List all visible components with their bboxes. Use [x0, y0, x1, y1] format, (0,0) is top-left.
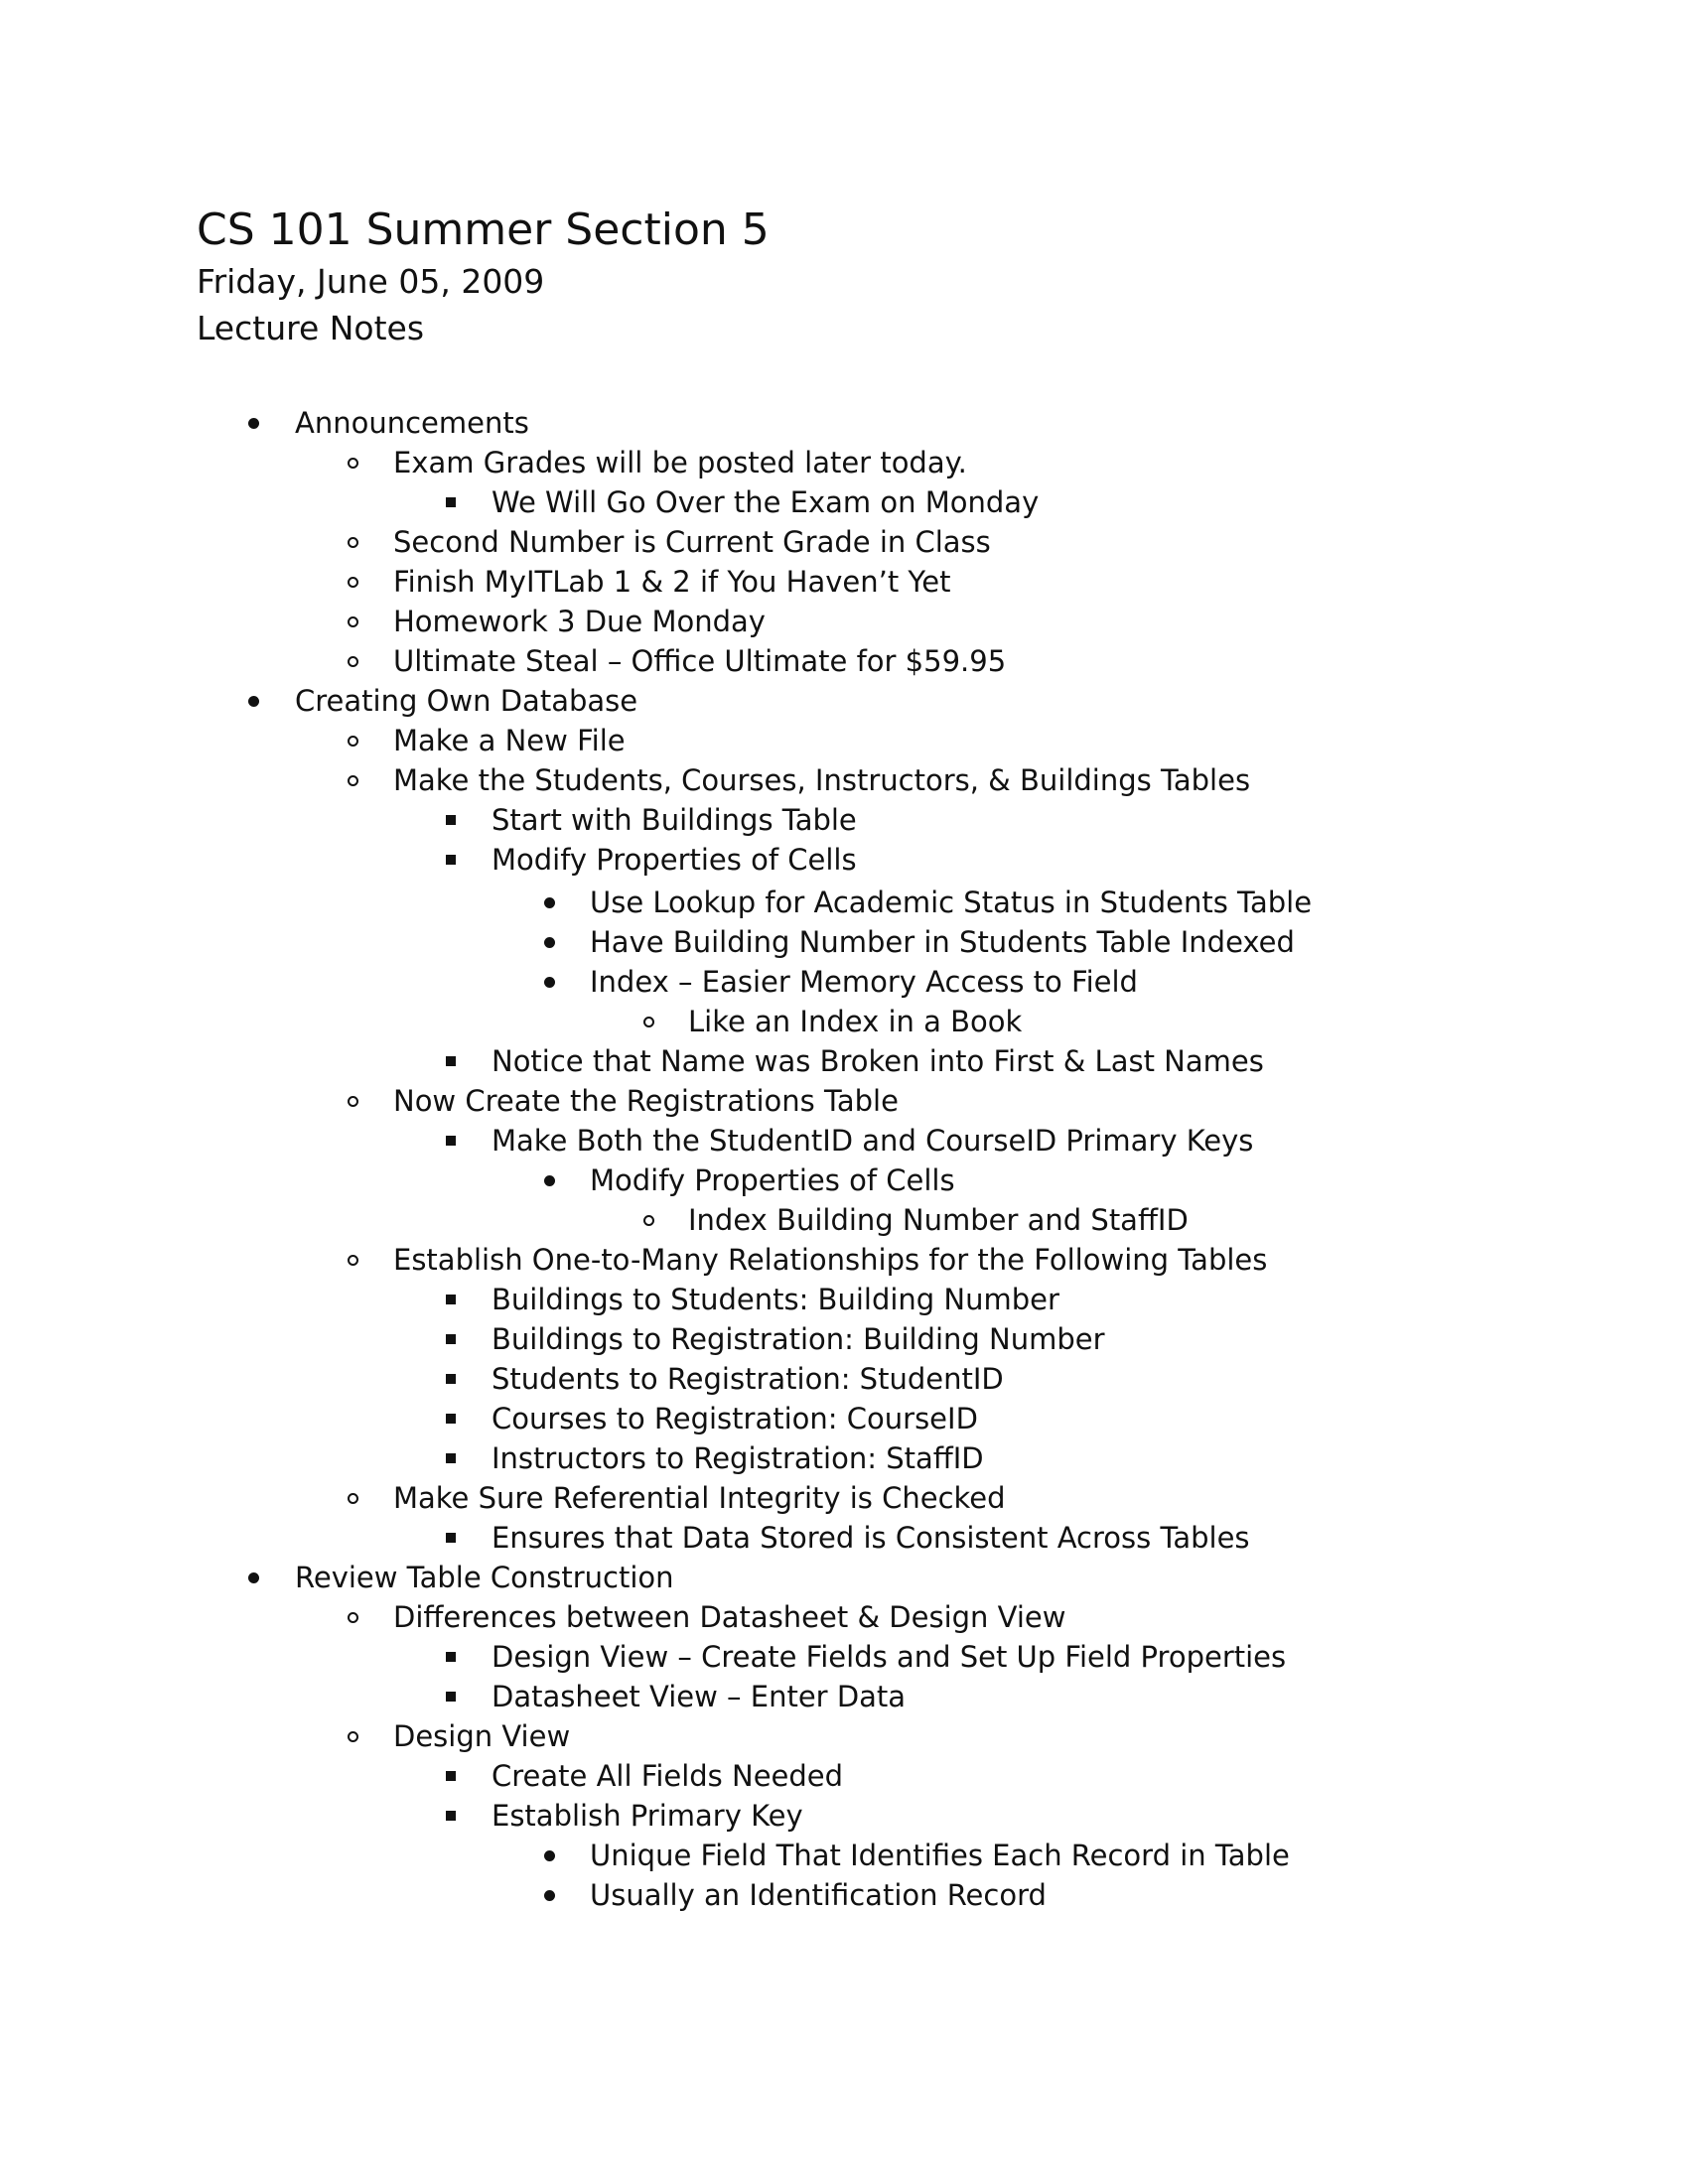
square-bullet-icon: [436, 1280, 466, 1319]
square-bullet-icon: [436, 1518, 466, 1558]
outline-sub-sub-item: [0, 1319, 1688, 1359]
circle-bullet-icon: [338, 443, 367, 482]
outline-item-text: Like an Index in a Book: [688, 1005, 1023, 1038]
outline-sub-detail-item: [0, 1002, 1688, 1041]
disc-bullet-icon: [238, 681, 268, 721]
lecture-date: Friday, June 05, 2009: [197, 262, 545, 301]
outline-sub-item: [0, 760, 1688, 800]
outline-detail-item: [0, 883, 1688, 922]
outline-sub-item: [0, 522, 1688, 562]
outline-item-text: Design View: [393, 1719, 571, 1753]
circle-bullet-icon: [338, 721, 367, 760]
outline-sub-sub-item: [0, 1280, 1688, 1319]
outline-item-text: Make Sure Referential Integrity is Checked: [393, 1481, 1006, 1515]
square-bullet-icon: [436, 1319, 466, 1359]
outline-sub-sub-item: [0, 1359, 1688, 1399]
square-bullet-icon: [436, 1637, 466, 1677]
disc-bullet-icon: [238, 1558, 268, 1597]
outline-sub-sub-item: [0, 482, 1688, 522]
circle-bullet-icon: [338, 1597, 367, 1637]
outline-sub-sub-item: [0, 1438, 1688, 1478]
square-bullet-icon: [436, 1677, 466, 1716]
outline-item-text: Establish Primary Key: [492, 1799, 803, 1833]
circle-bullet-icon: [338, 760, 367, 800]
square-bullet-icon: [436, 1399, 466, 1438]
outline-item-text: Usually an Identification Record: [590, 1878, 1047, 1912]
outline-sub-sub-item: [0, 1041, 1688, 1081]
outline-sub-item: [0, 1597, 1688, 1637]
square-bullet-icon: [436, 800, 466, 840]
square-bullet-icon: [436, 840, 466, 880]
lecture-notes-label: Lecture Notes: [197, 309, 425, 347]
outline-item-text: Modify Properties of Cells: [590, 1163, 955, 1197]
outline-item-text: Make the Students, Courses, Instructors, & Buildings Tables: [393, 763, 1251, 797]
outline-item-text: Buildings to Students: Building Number: [492, 1283, 1059, 1316]
outline-item-text: Make a New File: [393, 724, 626, 757]
outline-item-text: Exam Grades will be posted later today.: [393, 446, 967, 479]
outline-item-text: Homework 3 Due Monday: [393, 605, 766, 638]
disc-bullet-icon: [534, 883, 564, 922]
outline-item-text: Ultimate Steal – Office Ultimate for $59.95: [393, 644, 1007, 678]
outline-sub-item: [0, 641, 1688, 681]
outline-item-text: Start with Buildings Table: [492, 803, 857, 837]
square-bullet-icon: [436, 1359, 466, 1399]
outline-detail-item: [0, 962, 1688, 1002]
outline-sub-item: [0, 1240, 1688, 1280]
outline-top-item: [0, 1558, 1688, 1597]
disc-bullet-icon: [534, 1875, 564, 1915]
outline-sub-sub-item: [0, 1121, 1688, 1160]
outline-sub-sub-item: [0, 1518, 1688, 1558]
outline-sub-item: [0, 721, 1688, 760]
outline-sub-sub-item: [0, 1637, 1688, 1677]
outline-item-text: Make Both the StudentID and CourseID Primary Keys: [492, 1124, 1254, 1158]
outline-item-text: Ensures that Data Stored is Consistent Across Tables: [492, 1521, 1250, 1555]
outline-sub-sub-item: [0, 1796, 1688, 1836]
circle-bullet-icon: [338, 602, 367, 641]
outline-item-text: Index – Easier Memory Access to Field: [590, 965, 1138, 999]
outline-sub-sub-item: [0, 1677, 1688, 1716]
outline-sub-item: [0, 562, 1688, 602]
outline-item-text: Create All Fields Needed: [492, 1759, 844, 1793]
outline-item-text: Notice that Name was Broken into First & Last Names: [492, 1044, 1264, 1078]
outline-item-text: Second Number is Current Grade in Class: [393, 525, 991, 559]
outline-item-text: Courses to Registration: CourseID: [492, 1402, 978, 1435]
outline-sub-item: [0, 602, 1688, 641]
disc-bullet-icon: [238, 403, 268, 443]
square-bullet-icon: [436, 1041, 466, 1081]
circle-bullet-icon: [633, 1200, 663, 1240]
disc-bullet-icon: [534, 922, 564, 962]
outline-item-text: Design View – Create Fields and Set Up Field Properties: [492, 1640, 1287, 1674]
outline-sub-item: [0, 443, 1688, 482]
outline-item-text: Datasheet View – Enter Data: [492, 1680, 907, 1713]
outline-sub-sub-item: [0, 1756, 1688, 1796]
outline-top-item: [0, 681, 1688, 721]
disc-bullet-icon: [534, 962, 564, 1002]
square-bullet-icon: [436, 1796, 466, 1836]
outline-item-text: Buildings to Registration: Building Number: [492, 1322, 1105, 1356]
outline-sub-sub-item: [0, 840, 1688, 880]
page-title: CS 101 Summer Section 5: [197, 205, 770, 255]
circle-bullet-icon: [338, 1240, 367, 1280]
outline-detail-item: [0, 1875, 1688, 1915]
outline-item-text: Instructors to Registration: StaffID: [492, 1441, 984, 1475]
square-bullet-icon: [436, 1438, 466, 1478]
outline-item-text: Use Lookup for Academic Status in Students Table: [590, 886, 1313, 919]
outline-item-text: Students to Registration: StudentID: [492, 1362, 1004, 1396]
outline-item-text: Differences between Datasheet & Design View: [393, 1600, 1066, 1634]
square-bullet-icon: [436, 1756, 466, 1796]
square-bullet-icon: [436, 482, 466, 522]
outline-sub-item: [0, 1716, 1688, 1756]
outline-item-text: Establish One-to-Many Relationships for the Following Tables: [393, 1243, 1268, 1277]
outline-sub-item: [0, 1478, 1688, 1518]
outline-item-text: Unique Field That Identifies Each Record in Table: [590, 1839, 1290, 1872]
square-bullet-icon: [436, 1121, 466, 1160]
outline-item-text: Modify Properties of Cells: [492, 843, 857, 877]
outline-item-text: Have Building Number in Students Table Indexed: [590, 925, 1295, 959]
disc-bullet-icon: [534, 1160, 564, 1200]
outline-item-text: Index Building Number and StaffID: [688, 1203, 1189, 1237]
outline-sub-sub-item: [0, 800, 1688, 840]
circle-bullet-icon: [338, 1081, 367, 1121]
disc-bullet-icon: [534, 1836, 564, 1875]
outline-detail-item: [0, 1160, 1688, 1200]
circle-bullet-icon: [633, 1002, 663, 1041]
outline-detail-item: [0, 922, 1688, 962]
outline-item-text: Finish MyITLab 1 & 2 if You Haven’t Yet: [393, 565, 951, 599]
outline-detail-item: [0, 1836, 1688, 1875]
outline-sub-sub-item: [0, 1399, 1688, 1438]
outline-item-text: Review Table Construction: [295, 1561, 674, 1594]
outline-sub-item: [0, 1081, 1688, 1121]
circle-bullet-icon: [338, 1716, 367, 1756]
outline-item-text: Now Create the Registrations Table: [393, 1084, 899, 1118]
circle-bullet-icon: [338, 641, 367, 681]
outline-item-text: We Will Go Over the Exam on Monday: [492, 485, 1040, 519]
circle-bullet-icon: [338, 522, 367, 562]
circle-bullet-icon: [338, 562, 367, 602]
outline-sub-detail-item: [0, 1200, 1688, 1240]
circle-bullet-icon: [338, 1478, 367, 1518]
outline-item-text: Creating Own Database: [295, 684, 638, 718]
outline-top-item: [0, 403, 1688, 443]
outline-item-text: Announcements: [295, 406, 529, 440]
